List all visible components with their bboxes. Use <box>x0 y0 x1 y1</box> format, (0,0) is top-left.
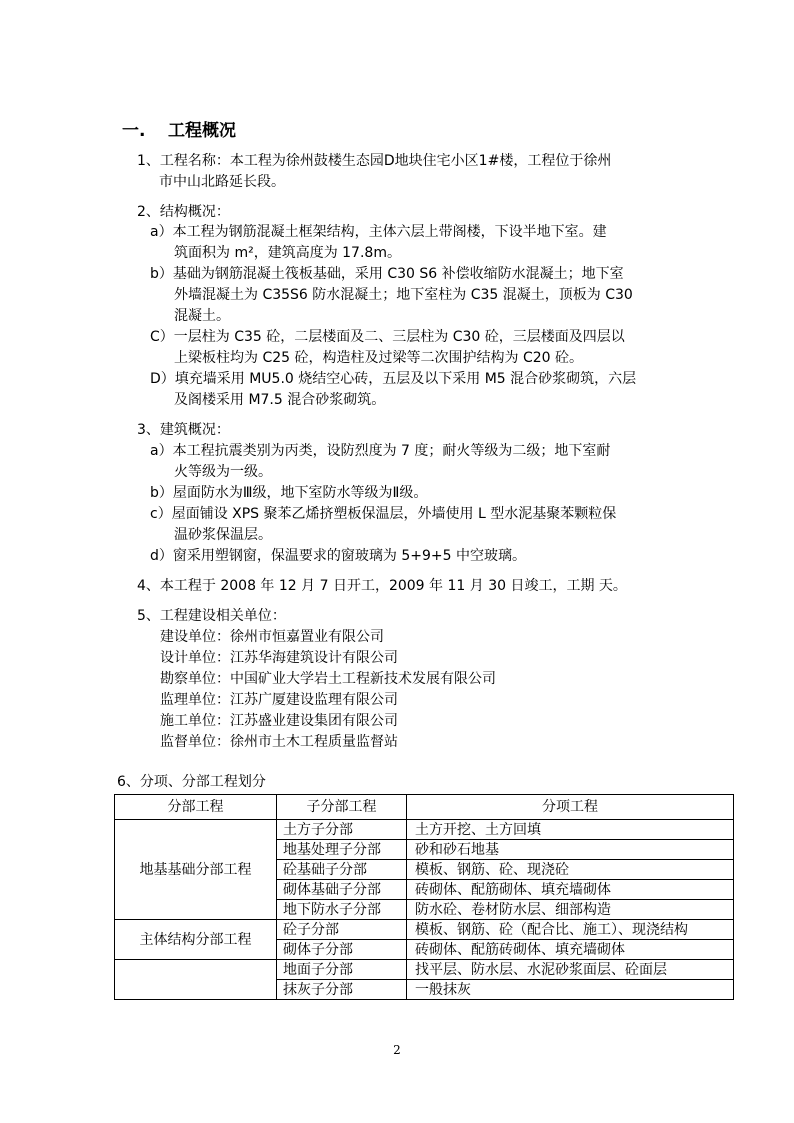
architecture-item-b: b）屋面防水为Ⅲ级，地下室防水等级为Ⅱ级。 <box>150 485 428 501</box>
structure-item-b-cont2: 混凝土。 <box>174 308 230 324</box>
items-cell: 模板、钢筋、砼、现浇砼 <box>407 860 734 880</box>
items-cell: 砂和砂石地基 <box>407 840 734 860</box>
structure-item-b-cont: 外墙混凝土为 C35S6 防水混凝土；地下室柱为 C35 混凝土，顶板为 C30 <box>174 287 633 303</box>
architecture-item-d: d）窗采用塑钢窗，保温要求的窗玻璃为 5+9+5 中空玻璃。 <box>150 548 526 564</box>
division-empty-cell <box>115 960 277 1000</box>
structure-overview-label: 2、结构概况： <box>137 204 230 220</box>
subdivision-cell: 地下防水子分部 <box>277 900 407 920</box>
structure-item-d: D）填充墙采用 MU5.0 烧结空心砖，五层及以下采用 M5 混合砂浆砌筑，六层 <box>150 371 637 387</box>
schedule-line: 4、本工程于 2008 年 12 月 7 日开工，2009 年 11 月 30 日竣工，工期 天。 <box>137 578 627 594</box>
structure-item-d-cont: 及阁楼采用 M7.5 混合砂浆砌筑。 <box>174 392 386 408</box>
architecture-item-a: a）本工程抗震类别为丙类，设防烈度为 7 度；耐火等级为二级；地下室耐 <box>150 443 611 459</box>
parties-label: 5、工程建设相关单位： <box>137 608 286 624</box>
header-items: 分项工程 <box>407 795 734 820</box>
section-title: 工程概况 <box>168 121 236 141</box>
structure-item-c: C）一层柱为 C35 砼，二层楼面及二、三层柱为 C30 砼，三层楼面及四层以 <box>150 329 625 345</box>
party-quality-station: 监督单位：徐州市土木工程质量监督站 <box>160 734 398 750</box>
project-name-line: 1、工程名称：本工程为徐州鼓楼生态园D地块住宅小区1#楼，工程位于徐州 <box>137 153 612 169</box>
architecture-item-c: c）屋面铺设 XPS 聚苯乙烯挤塑板保温层，外墙使用 L 型水泥基聚苯颗粒保 <box>150 506 617 522</box>
items-cell: 砖砌体、配筋砌体、填充墙砌体 <box>407 880 734 900</box>
table-row <box>115 960 734 980</box>
items-cell: 找平层、防水层、水泥砂浆面层、砼面层 <box>407 960 734 980</box>
structure-item-c-cont: 上梁板柱均为 C25 砼，构造柱及过梁等二次围护结构为 C20 砼。 <box>174 350 583 366</box>
subdivision-cell: 砌体子分部 <box>277 940 407 960</box>
structure-item-a-cont: 筑面积为 m²，建筑高度为 17.8m。 <box>174 245 401 261</box>
items-cell: 防水砼、卷材防水层、细部构造 <box>407 900 734 920</box>
items-cell: 砖砌体、配筋砖砌体、填充墙砌体 <box>407 940 734 960</box>
division-main-structure: 主体结构分部工程 <box>115 920 277 960</box>
items-cell: 一般抹灰 <box>407 980 734 1000</box>
architecture-overview-label: 3、建筑概况： <box>137 422 230 438</box>
party-surveyor: 勘察单位：中国矿业大学岩土工程新技术发展有限公司 <box>160 671 496 687</box>
party-contractor: 施工单位：江苏盛业建设集团有限公司 <box>160 713 398 729</box>
party-owner: 建设单位：徐州市恒嘉置业有限公司 <box>160 629 384 645</box>
subdivision-cell: 地面子分部 <box>277 960 407 980</box>
structure-item-a: a）本工程为钢筋混凝土框架结构，主体六层上带阁楼，下设半地下室。建 <box>150 224 607 240</box>
items-cell: 土方开挖、土方回填 <box>407 820 734 840</box>
subdivision-cell: 砼基础子分部 <box>277 860 407 880</box>
architecture-item-c-cont: 温砂浆保温层。 <box>174 527 272 543</box>
table-header-row <box>115 795 734 820</box>
party-supervisor: 监理单位：江苏广厦建设监理有限公司 <box>160 692 398 708</box>
project-name-line-cont: 市中山北路延长段。 <box>159 174 285 190</box>
table-row <box>115 820 734 840</box>
division-foundation: 地基基础分部工程 <box>115 820 277 920</box>
division-table-caption: 6、分项、分部工程划分 <box>117 774 266 790</box>
subdivision-cell: 砌体基础子分部 <box>277 880 407 900</box>
architecture-item-a-cont: 火等级为一级。 <box>174 464 272 480</box>
section-number: 一. <box>122 121 146 141</box>
subdivision-cell: 土方子分部 <box>277 820 407 840</box>
subdivision-cell: 地基处理子分部 <box>277 840 407 860</box>
header-subdivision: 子分部工程 <box>277 795 407 820</box>
subdivision-cell: 砼子分部 <box>277 920 407 940</box>
items-cell: 模板、钢筋、砼（配合比、施工）、现浇结构 <box>407 920 734 940</box>
subdivision-cell: 抹灰子分部 <box>277 980 407 1000</box>
structure-item-b: b）基础为钢筋混凝土筏板基础，采用 C30 S6 补偿收缩防水混凝土；地下室 <box>150 266 624 282</box>
division-table <box>114 794 734 1000</box>
header-division: 分部工程 <box>115 795 277 820</box>
table-row <box>115 920 734 940</box>
party-designer: 设计单位：江苏华海建筑设计有限公司 <box>160 650 398 666</box>
page-number: 2 <box>393 1043 401 1057</box>
section-heading <box>122 116 236 141</box>
